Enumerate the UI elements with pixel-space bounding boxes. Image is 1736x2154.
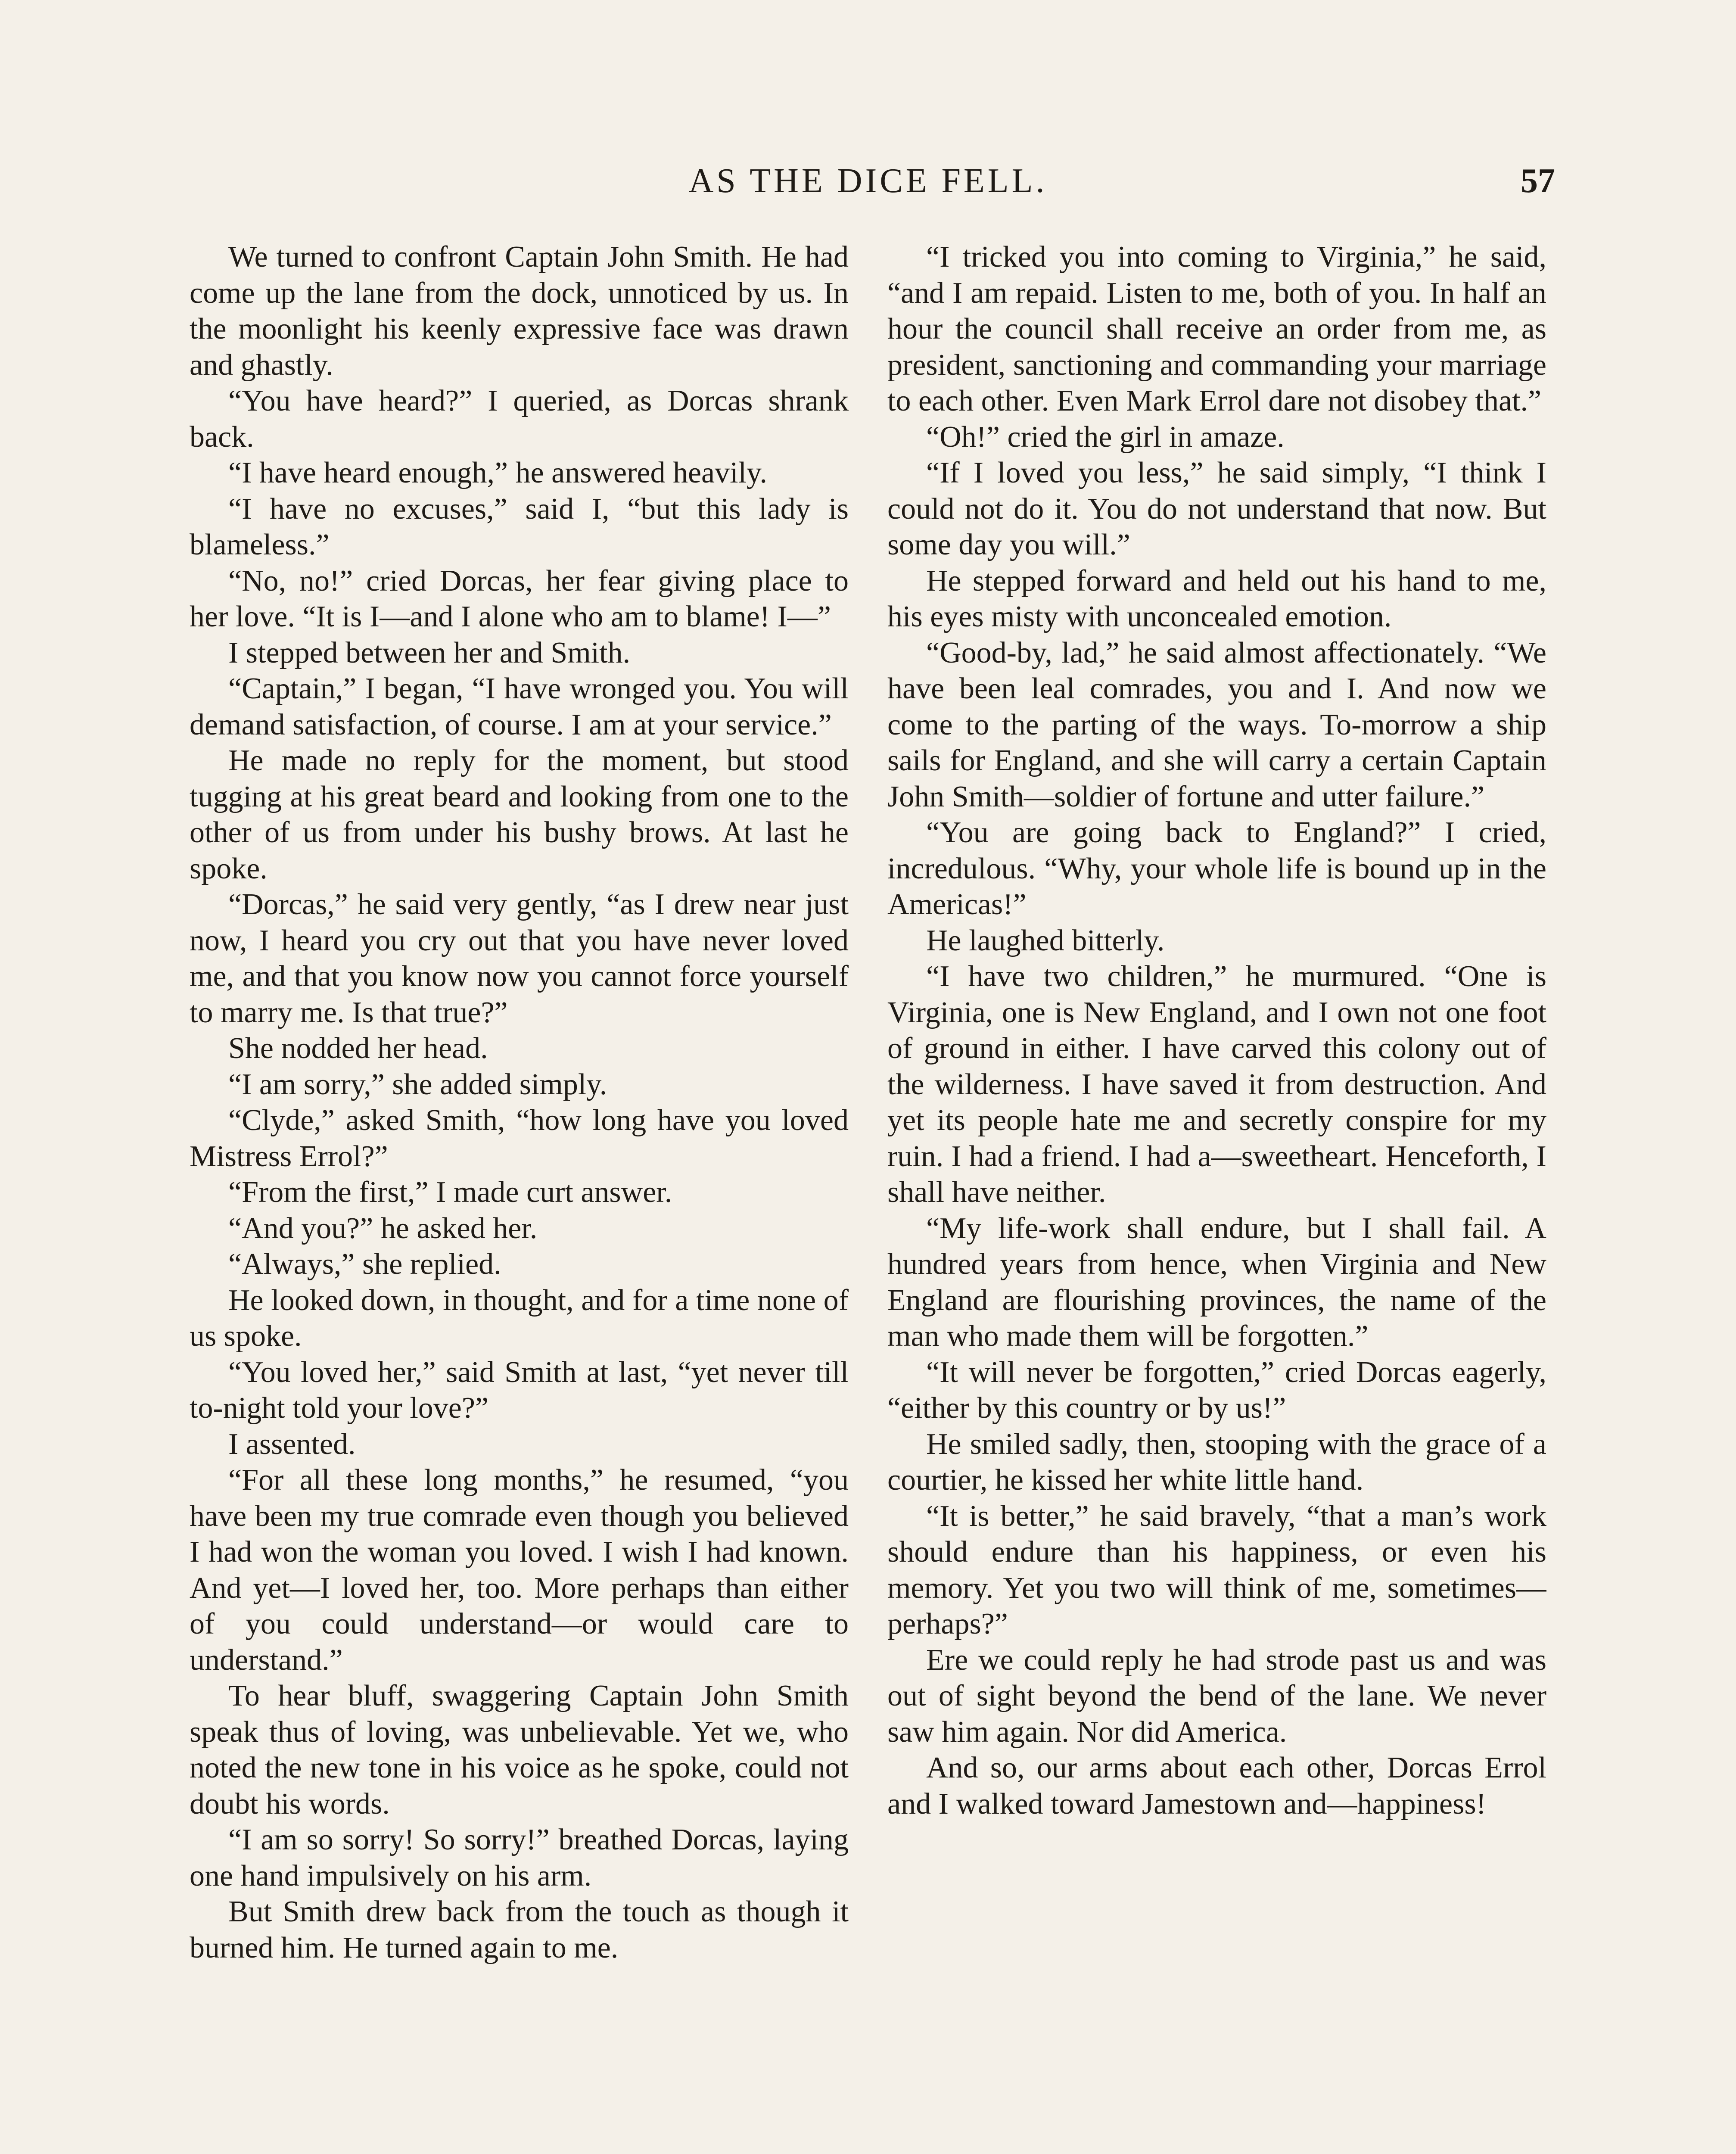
- page-number: 57: [1521, 162, 1555, 200]
- paragraph: “For all these long months,” he resumed, “you have been my true comrade even though you believed I had won the woman you loved. I wish I had known. And yet—I loved her, too. More perhaps than either of you could understand—or would care to understand.”: [190, 1463, 849, 1677]
- paragraph: He stepped forward and held out his hand to me, his eyes misty with unconcealed emotion.: [887, 564, 1546, 633]
- right-column: [887, 239, 1546, 2154]
- paragraph: “I have heard enough,” he answered heavily.: [228, 456, 767, 489]
- paragraph: And so, our arms about each other, Dorcas Errol and I walked toward Jamestown and—happiness!: [887, 1751, 1546, 1821]
- paragraph: She nodded her head.: [228, 1032, 488, 1065]
- paragraph: I assented.: [228, 1427, 356, 1461]
- paragraph: “Dorcas,” he said very gently, “as I drew near just now, I heard you cry out that you have never loved me, and that you know now you cannot force yourself to marry me. Is that true?”: [190, 888, 849, 1029]
- paragraph: “I have no excuses,” said I, “but this lady is blameless.”: [190, 492, 849, 561]
- paragraph: I stepped between her and Smith.: [228, 636, 631, 669]
- paragraph: “My life-work shall endure, but I shall fail. A hundred years from hence, when Virginia and New England are flourishing provinces, the name of the man who made them will be forgotten.”: [887, 1211, 1546, 1353]
- paragraph: “I tricked you into coming to Virginia,” he said, “and I am repaid. Listen to me, both of you. In half an hour the council shall receive an order from me, as president, sanctioning and commanding your marriage to each other. Even Mark Errol dare not disobey that.”: [887, 240, 1546, 417]
- paragraph: But Smith drew back from the touch as though it burned him. He turned again to me.: [190, 1895, 849, 1964]
- paragraph: “You are going back to England?” I cried, incredulous. “Why, your whole life is bound up in the Americas!”: [887, 816, 1546, 921]
- paragraph: “Oh!” cried the girl in amaze.: [926, 420, 1285, 454]
- paragraph: “It is better,” he said bravely, “that a man’s work should endure than his happiness, or even his memory. Yet you two will think of me, sometimes—perhaps?”: [887, 1499, 1546, 1640]
- paragraph: “I have two children,” he murmured. “One is Virginia, one is New England, and I own not one foot of ground in either. I have carved this colony out of the wilderness. I have saved it from destruction. And yet its people hate me and secretly conspire for my ruin. I had a friend. I had a—sweetheart. Henceforth, I shall have neither.: [887, 960, 1546, 1209]
- paragraph: “From the first,” I made curt answer.: [228, 1176, 672, 1209]
- running-header: [190, 155, 1555, 207]
- paragraph: He made no reply for the moment, but stood tugging at his great beard and looking from one to the other of us from under his bushy brows. At last he spoke.: [190, 744, 849, 885]
- paragraph: “Good-by, lad,” he said almost affectionately. “We have been leal comrades, you and I. And now we come to the parting of the ways. To-morrow a ship sails for England, and she will carry a certain Captain John Smith—soldier of fortune and utter failure.”: [887, 636, 1546, 813]
- paragraph: “I am sorry,” she added simply.: [228, 1068, 607, 1101]
- paragraph: We turned to confront Captain John Smith. He had come up the lane from the dock, unnoticed by us. In the moonlight his keenly expressive face was drawn and ghastly.: [190, 240, 849, 382]
- paragraph: “And you?” he asked her.: [228, 1211, 538, 1245]
- paragraph: “It will never be forgotten,” cried Dorcas eagerly, “either by this country or by us!”: [887, 1355, 1546, 1425]
- running-title: AS THE DICE FELL.: [688, 162, 1048, 200]
- paragraph: “Clyde,” asked Smith, “how long have you loved Mistress Errol?”: [190, 1104, 849, 1173]
- left-column: [190, 239, 849, 2154]
- paragraph: Ere we could reply he had strode past us and was out of sight beyond the bend of the lane. We never saw him again. Nor did America.: [887, 1643, 1546, 1749]
- paragraph: “I am so sorry! So sorry!” breathed Dorcas, laying one hand impulsively on his arm.: [190, 1823, 849, 1893]
- paragraph: “No, no!” cried Dorcas, her fear giving place to her love. “It is I—and I alone who am to blame! I—”: [190, 564, 849, 633]
- paragraph: “You loved her,” said Smith at last, “yet never till to-night told your love?”: [190, 1355, 849, 1425]
- paragraph: “Always,” she replied.: [228, 1248, 501, 1281]
- text-columns: [190, 239, 1546, 2154]
- paragraph: He smiled sadly, then, stooping with the grace of a courtier, he kissed her white little hand.: [887, 1427, 1546, 1497]
- paragraph: “If I loved you less,” he said simply, “I think I could not do it. You do not understand that now. But some day you will.”: [887, 456, 1546, 561]
- paragraph: “You have heard?” I queried, as Dorcas shrank back.: [190, 384, 849, 454]
- paragraph: He looked down, in thought, and for a time none of us spoke.: [190, 1283, 849, 1353]
- paragraph: He laughed bitterly.: [926, 924, 1165, 957]
- paragraph: “Captain,” I began, “I have wronged you. You will demand satisfaction, of course. I am at your service.”: [190, 672, 849, 741]
- paragraph: To hear bluff, swaggering Captain John Smith speak thus of loving, was unbelievable. Yet we, who noted the new tone in his voice as he spoke, could not doubt his words.: [190, 1679, 849, 1821]
